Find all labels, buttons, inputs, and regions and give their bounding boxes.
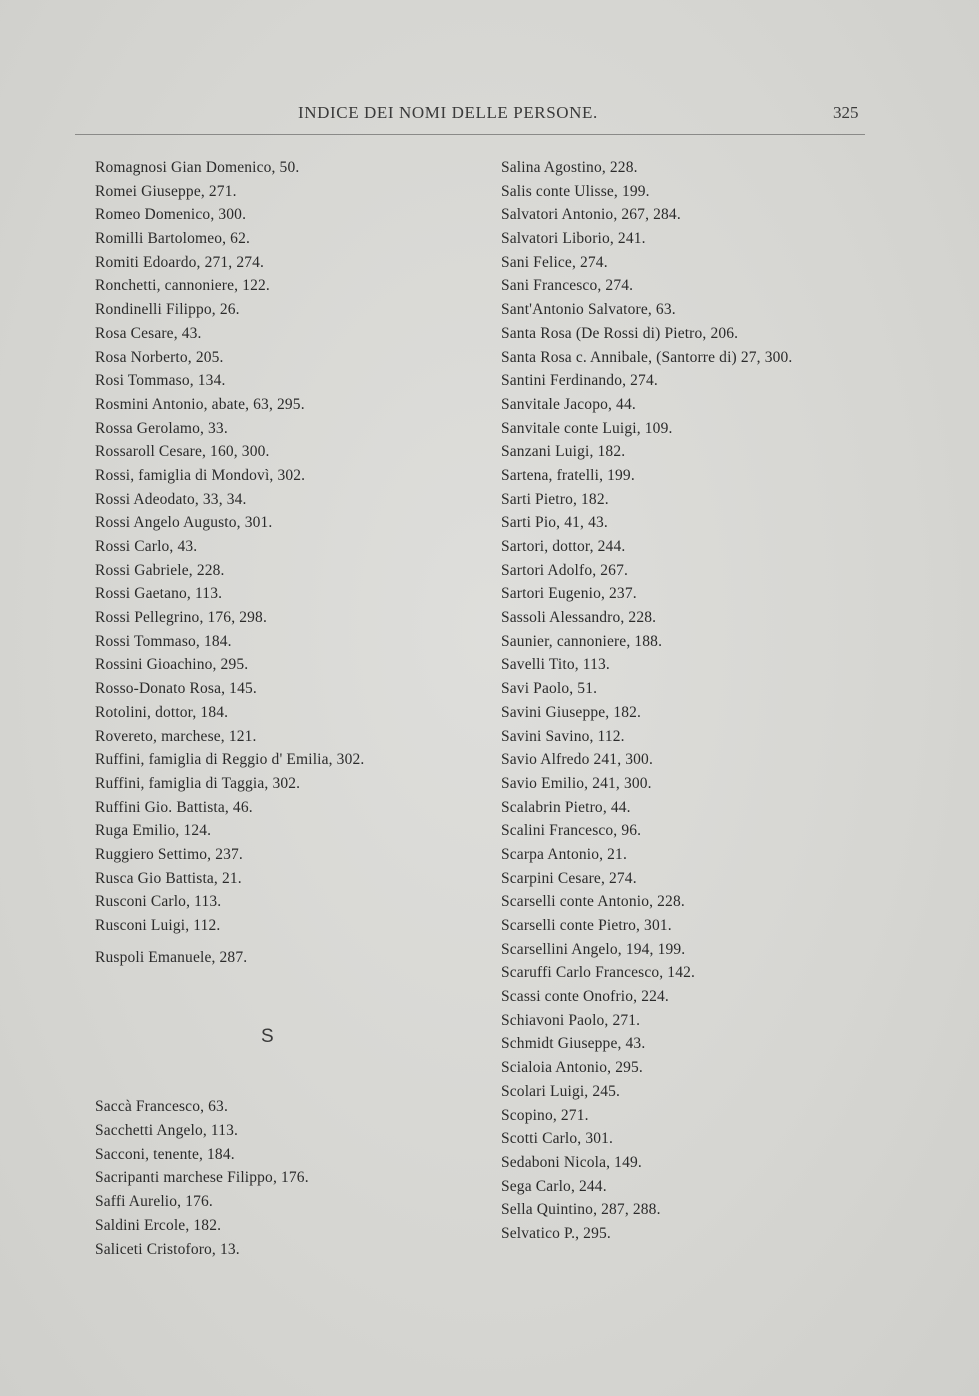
index-entry: Rossi Carlo, 43. <box>95 538 198 555</box>
index-entry: Sartena, fratelli, 199. <box>501 466 635 484</box>
index-entry: Rosmini Antonio, abate, 63, 295. <box>95 395 305 413</box>
index-entry: Scarselli conte Pietro, 301. <box>501 917 672 934</box>
index-entry: Sani Felice, 274. <box>501 253 608 271</box>
index-entry: Rusconi Luigi, 112. <box>95 917 221 934</box>
index-entry: Santa Rosa c. Annibale, (Santorre di) 27, 300. <box>501 348 793 366</box>
index-entry: Rosi Tommaso, 134. <box>95 372 226 390</box>
index-entry: Savio Alfredo 241, 300. <box>501 751 653 769</box>
index-entry: Savini Savino, 112. <box>501 727 625 745</box>
index-entry: Schiavoni Paolo, 271. <box>501 1011 641 1029</box>
index-entry: Romilli Bartolomeo, 62. <box>95 230 250 248</box>
index-entry: Ruffini, famiglia di Taggia, 302. <box>95 774 301 792</box>
spacer <box>95 969 364 993</box>
index-entry: Sanzani Luigi, 182. <box>501 443 626 461</box>
index-entry: Rossi Gaetano, 113. <box>95 585 223 603</box>
index-entry: Ronchetti, cannoniere, 122. <box>95 277 270 295</box>
index-entry: Salina Agostino, 228. <box>501 159 638 176</box>
header-rule <box>75 134 865 135</box>
index-entry: Sartori, dottor, 244. <box>501 538 626 555</box>
index-entry: Romeo Domenico, 300. <box>95 206 247 224</box>
index-entry: Scarselli conte Antonio, 228. <box>501 893 685 911</box>
index-entry: Savelli Tito, 113. <box>501 656 610 674</box>
index-entry: Rossaroll Cesare, 160, 300. <box>95 443 270 461</box>
index-entry: Sarti Pietro, 182. <box>501 490 609 508</box>
index-entry: Sarti Pio, 41, 43. <box>501 514 608 532</box>
index-entry: Scotti Carlo, 301. <box>501 1130 614 1148</box>
index-entry: Rusca Gio Battista, 21. <box>95 869 242 887</box>
index-entry: Rossi Tommaso, 184. <box>95 632 232 650</box>
index-entry: Rosso-Donato Rosa, 145. <box>95 680 257 698</box>
index-entry: Saliceti Cristoforo, 13. <box>95 1240 240 1258</box>
index-entry: Rotolini, dottor, 184. <box>95 703 229 721</box>
index-entry: Romiti Edoardo, 271, 274. <box>95 253 265 271</box>
index-entry: Sanvitale Jacopo, 44. <box>501 395 636 413</box>
index-list-s <box>95 1095 364 1261</box>
index-entry: Schmidt Giuseppe, 43. <box>501 1035 646 1053</box>
index-entry: Selvatico P., 295. <box>501 1224 611 1242</box>
index-entry: Saunier, cannoniere, 188. <box>501 632 663 650</box>
index-entry: Sartori Eugenio, 237. <box>501 585 637 603</box>
index-entry: Scaruffi Carlo Francesco, 142. <box>501 964 696 982</box>
index-entry: Sega Carlo, 244. <box>501 1177 607 1195</box>
index-entry: Ruggiero Settimo, 237. <box>95 845 243 863</box>
spacer <box>95 938 364 946</box>
index-entry: Savini Giuseppe, 182. <box>501 703 642 721</box>
index-entry: Scassi conte Onofrio, 224. <box>501 988 669 1006</box>
index-entry: Ruspoli Emanuele, 287. <box>95 948 248 966</box>
index-entry: Ruffini Gio. Battista, 46. <box>95 798 253 816</box>
index-entry: Sacchetti Angelo, 113. <box>95 1122 239 1140</box>
index-entry: Romagnosi Gian Domenico, 50. <box>95 159 300 176</box>
index-entry: Rovereto, marchese, 121. <box>95 727 257 745</box>
index-entry: Saldini Ercole, 182. <box>95 1216 222 1234</box>
index-entry: Scarpini Cesare, 274. <box>501 869 637 887</box>
index-entry: Rossi Angelo Augusto, 301. <box>95 514 273 532</box>
index-entry: Savio Emilio, 241, 300. <box>501 774 652 792</box>
index-entry: Scarsellini Angelo, 194, 199. <box>501 940 686 958</box>
index-entry: Sedaboni Nicola, 149. <box>501 1153 642 1171</box>
index-entry: Sani Francesco, 274. <box>501 277 634 295</box>
index-entry: Rossi, famiglia di Mondovì, 302. <box>95 466 306 484</box>
index-entry: Rossa Gerolamo, 33. <box>95 419 228 437</box>
index-list-s-continued <box>501 156 792 1246</box>
index-entry: Romei Giuseppe, 271. <box>95 182 237 200</box>
index-entry: Scopino, 271. <box>501 1106 589 1124</box>
index-entry: Salvatori Liborio, 241. <box>501 230 646 248</box>
index-entry: Salis conte Ulisse, 199. <box>501 182 650 200</box>
index-entry: Scalini Francesco, 96. <box>501 822 642 840</box>
index-entry: Rondinelli Filippo, 26. <box>95 301 240 319</box>
index-entry: Sacconi, tenente, 184. <box>95 1145 235 1163</box>
index-entry: Sartori Adolfo, 267. <box>501 561 628 579</box>
index-entry: Santini Ferdinando, 274. <box>501 372 658 390</box>
index-entry: Sant'Antonio Salvatore, 63. <box>501 301 676 319</box>
index-column-right <box>501 156 792 1246</box>
index-entry: Scolari Luigi, 245. <box>501 1082 621 1100</box>
index-entry: Scialoia Antonio, 295. <box>501 1059 643 1077</box>
running-head-title: INDICE DEI NOMI DELLE PERSONE. <box>298 103 598 122</box>
spacer <box>95 1081 364 1095</box>
index-entry: Saccà Francesco, 63. <box>95 1098 228 1116</box>
index-entry: Ruffini, famiglia di Reggio d' Emilia, 302. <box>95 751 365 769</box>
index-entry: Rossi Adeodato, 33, 34. <box>95 490 247 508</box>
index-entry: Scarpa Antonio, 21. <box>501 845 627 863</box>
index-entry: Rusconi Carlo, 113. <box>95 893 222 911</box>
index-entry: Rosa Norberto, 205. <box>95 348 224 366</box>
index-entry: Rossi Pellegrino, 176, 298. <box>95 609 267 627</box>
index-entry: Salvatori Antonio, 267, 284. <box>501 206 681 224</box>
index-entry: Rosa Cesare, 43. <box>95 324 202 342</box>
index-entry: Ruga Emilio, 124. <box>95 822 212 840</box>
index-entry: Scalabrin Pietro, 44. <box>501 798 631 816</box>
index-entry: Rossini Gioachino, 295. <box>95 656 249 674</box>
index-entry: Rossi Gabriele, 228. <box>95 561 225 579</box>
index-entry: Sanvitale conte Luigi, 109. <box>501 419 673 437</box>
index-entry: Sella Quintino, 287, 288. <box>501 1201 661 1219</box>
index-entry: Sassoli Alessandro, 228. <box>501 609 657 627</box>
section-letter-s: S <box>261 1026 274 1048</box>
index-entry: Santa Rosa (De Rossi di) Pietro, 206. <box>501 324 739 342</box>
index-entry: Savi Paolo, 51. <box>501 680 598 698</box>
index-list-r <box>95 156 364 938</box>
index-entry: Sacripanti marchese Filippo, 176. <box>95 1169 309 1187</box>
index-column-left <box>95 156 364 1261</box>
page-number: 325 <box>833 103 859 122</box>
index-entry: Saffi Aurelio, 176. <box>95 1193 213 1211</box>
